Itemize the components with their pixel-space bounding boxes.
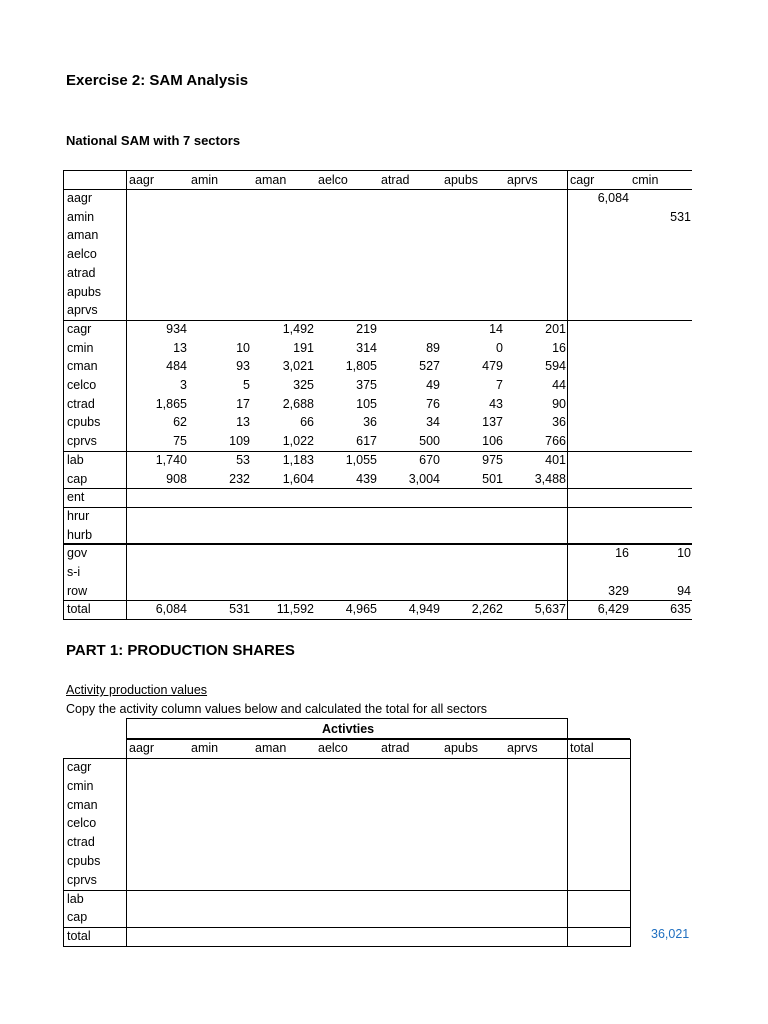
column-header-amin: amin xyxy=(191,173,219,187)
table-cell: 53 xyxy=(236,452,250,467)
activities-group-header: Activties xyxy=(322,722,375,736)
table-cell: 1,183 xyxy=(282,452,314,467)
table-cell: 314 xyxy=(356,340,377,355)
row-label-cap: cap xyxy=(67,910,88,925)
column-header-aman: aman xyxy=(255,173,287,187)
table-cell: 1,055 xyxy=(345,452,377,467)
row-label-atrad: atrad xyxy=(67,265,96,280)
grand-total-value: 36,021 xyxy=(651,927,690,941)
row-label-aman: aman xyxy=(67,228,99,243)
column-header-cagr: cagr xyxy=(570,173,595,187)
row-label-aprvs: aprvs xyxy=(67,303,98,318)
table-cell: 105 xyxy=(356,396,377,411)
row-label-cprvs: cprvs xyxy=(67,434,97,449)
table-cell: 594 xyxy=(545,359,566,374)
row-label-hurb: hurb xyxy=(67,527,93,542)
table-cell: 43 xyxy=(489,396,503,411)
row-label-total: total xyxy=(67,929,91,944)
grid-line xyxy=(126,718,568,719)
table-cell: 106 xyxy=(482,434,503,449)
table-cell: 5 xyxy=(243,378,250,392)
table-cell: 5,637 xyxy=(534,602,566,617)
table-cell: 7 xyxy=(496,378,503,392)
table-cell: 3 xyxy=(180,378,187,392)
row-label-s-i: s-i xyxy=(67,565,81,579)
grid-line xyxy=(63,946,630,947)
row-label-gov: gov xyxy=(67,546,88,561)
table-cell: 75 xyxy=(173,434,187,449)
grid-line xyxy=(63,927,630,928)
grid-line xyxy=(567,739,568,947)
table-cell: 219 xyxy=(356,321,377,336)
table-cell: 531 xyxy=(670,209,691,224)
row-label-ent: ent xyxy=(67,490,85,505)
table-cell: 329 xyxy=(608,583,629,598)
table-cell: 6,429 xyxy=(597,602,629,617)
table-cell: 501 xyxy=(482,471,503,486)
grid-line xyxy=(63,189,692,190)
table-cell: 13 xyxy=(236,415,250,430)
table-cell: 2,262 xyxy=(471,602,503,617)
row-label-ctrad: ctrad xyxy=(67,835,95,850)
table-cell: 2,688 xyxy=(282,396,314,411)
column-header-aprvs: aprvs xyxy=(507,173,538,187)
table-cell: 191 xyxy=(293,340,314,355)
table-cell: 13 xyxy=(173,340,187,355)
table-cell: 439 xyxy=(356,471,377,486)
row-label-hrur: hrur xyxy=(67,508,90,523)
column-header-aman: aman xyxy=(255,741,287,755)
grid-line xyxy=(126,718,127,739)
table-cell: 484 xyxy=(166,359,187,374)
grid-line xyxy=(126,738,630,740)
grid-line xyxy=(630,739,631,947)
table-cell: 766 xyxy=(545,434,566,449)
table-cell: 531 xyxy=(229,602,250,617)
column-header-cmin: cmin xyxy=(632,173,659,187)
table-cell: 6,084 xyxy=(597,191,629,205)
table-cell: 500 xyxy=(419,434,440,449)
row-label-cpubs: cpubs xyxy=(67,854,101,868)
table-cell: 109 xyxy=(229,434,250,449)
table-cell: 14 xyxy=(489,321,503,336)
column-header-total: total xyxy=(570,741,594,755)
row-label-lab: lab xyxy=(67,452,84,467)
column-header-aagr: aagr xyxy=(129,741,155,755)
grid-line xyxy=(63,170,692,171)
column-header-apubs: apubs xyxy=(444,173,479,187)
row-label-cpubs: cpubs xyxy=(67,415,101,430)
grid-line xyxy=(63,507,692,508)
row-label-ctrad: ctrad xyxy=(67,396,95,411)
table-cell: 934 xyxy=(166,321,187,336)
table-cell: 375 xyxy=(356,378,377,392)
grid-line xyxy=(63,170,64,620)
table-cell: 1,492 xyxy=(282,321,314,336)
grid-line xyxy=(63,758,630,759)
table-cell: 975 xyxy=(482,452,503,467)
row-label-row: row xyxy=(67,583,88,598)
table-cell: 1,740 xyxy=(155,452,187,467)
table-cell: 908 xyxy=(166,471,187,486)
table-cell: 90 xyxy=(552,396,566,411)
column-header-atrad: atrad xyxy=(381,173,410,187)
table-cell: 401 xyxy=(545,452,566,467)
row-label-amin: amin xyxy=(67,209,95,224)
column-header-aprvs: aprvs xyxy=(507,741,538,755)
row-label-aagr: aagr xyxy=(67,191,93,205)
table-cell: 0 xyxy=(496,340,503,355)
table-cell: 617 xyxy=(356,434,377,449)
table-cell: 36 xyxy=(363,415,377,430)
grid-line xyxy=(567,170,568,620)
table-cell: 36 xyxy=(552,415,566,430)
table-cell: 325 xyxy=(293,378,314,392)
grid-line xyxy=(63,320,692,321)
grid-line xyxy=(63,451,692,452)
column-header-atrad: atrad xyxy=(381,741,410,755)
table-cell: 10 xyxy=(236,340,250,355)
table-cell: 479 xyxy=(482,359,503,374)
table-cell: 6,084 xyxy=(155,602,187,617)
table-cell: 10 xyxy=(677,546,691,561)
table-cell: 16 xyxy=(552,340,566,355)
table-cell: 1,865 xyxy=(155,396,187,411)
table-cell: 3,004 xyxy=(408,471,440,486)
column-header-aelco: aelco xyxy=(318,173,348,187)
row-label-total: total xyxy=(67,602,91,617)
part1-heading: PART 1: PRODUCTION SHARES xyxy=(66,642,295,659)
row-label-lab: lab xyxy=(67,891,84,906)
page-title: Exercise 2: SAM Analysis xyxy=(66,72,249,89)
table-cell: 1,022 xyxy=(282,434,314,449)
grid-line xyxy=(567,718,568,739)
row-label-celco: celco xyxy=(67,378,97,392)
table-cell: 94 xyxy=(677,583,691,598)
column-header-apubs: apubs xyxy=(444,741,479,755)
table-cell: 89 xyxy=(426,340,440,355)
instruction-text: Copy the activity column values below and calculated the total for all sectors xyxy=(66,702,488,716)
sam-table-title: National SAM with 7 sectors xyxy=(66,133,241,148)
grid-line xyxy=(63,600,692,601)
activity-production-values-label: Activity production values xyxy=(66,683,208,697)
grid-line xyxy=(63,543,692,545)
table-cell: 17 xyxy=(236,396,250,411)
table-cell: 232 xyxy=(229,471,250,486)
table-cell: 66 xyxy=(300,415,314,430)
table-cell: 4,949 xyxy=(408,602,440,617)
row-label-cmin: cmin xyxy=(67,340,94,355)
table-cell: 93 xyxy=(236,359,250,374)
table-cell: 16 xyxy=(615,546,629,561)
table-cell: 34 xyxy=(426,415,440,430)
table-cell: 635 xyxy=(670,602,691,617)
table-cell: 62 xyxy=(173,415,187,430)
row-label-cman: cman xyxy=(67,359,98,374)
table-cell: 4,965 xyxy=(345,602,377,617)
table-cell: 1,805 xyxy=(345,359,377,374)
table-cell: 11,592 xyxy=(276,602,314,617)
row-label-celco: celco xyxy=(67,816,97,831)
table-cell: 49 xyxy=(426,378,440,392)
row-label-apubs: apubs xyxy=(67,284,102,299)
table-cell: 201 xyxy=(545,321,566,336)
table-cell: 3,021 xyxy=(282,359,314,374)
row-label-cman: cman xyxy=(67,797,98,812)
table-cell: 3,488 xyxy=(534,471,566,486)
column-header-aelco: aelco xyxy=(318,741,348,755)
row-label-aelco: aelco xyxy=(67,247,97,262)
table-cell: 137 xyxy=(482,415,503,430)
column-header-amin: amin xyxy=(191,741,219,755)
table-cell: 44 xyxy=(552,378,566,392)
row-label-cap: cap xyxy=(67,471,88,486)
row-label-cprvs: cprvs xyxy=(67,872,97,887)
grid-line xyxy=(63,488,692,489)
table-cell: 527 xyxy=(419,359,440,374)
table-cell: 1,604 xyxy=(282,471,314,486)
column-header-aagr: aagr xyxy=(129,173,155,187)
table-cell: 76 xyxy=(426,396,440,411)
row-label-cmin: cmin xyxy=(67,778,94,793)
grid-line xyxy=(126,739,127,947)
row-label-cagr: cagr xyxy=(67,321,92,336)
grid-line xyxy=(63,619,692,620)
grid-line xyxy=(63,758,64,947)
grid-line xyxy=(126,170,127,620)
grid-line xyxy=(63,890,630,891)
row-label-cagr: cagr xyxy=(67,760,92,774)
table-cell: 670 xyxy=(419,452,440,467)
